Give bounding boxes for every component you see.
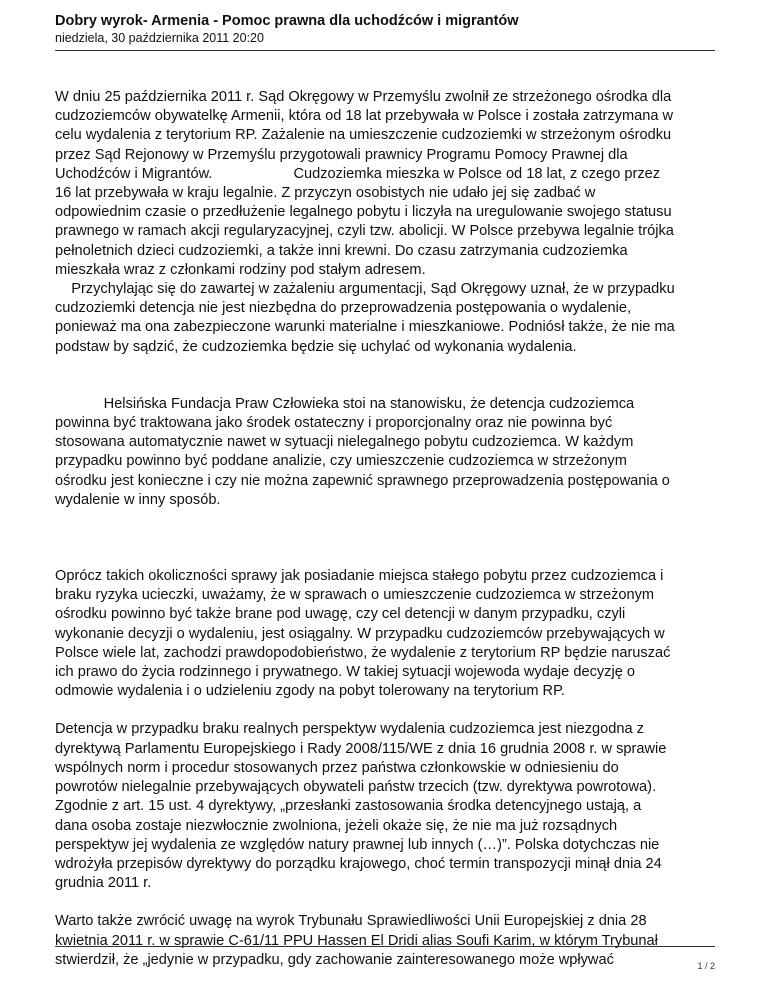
text-line: przypadku powinno być poddane analizie, czy umieszczenie cudzoziemca w strzeżonym <box>55 453 627 470</box>
text-line: odpowiednim czasie o przedłużenie legalnego pobytu i liczyła na uregulowanie swojego statusu <box>55 204 672 221</box>
text-line: ponieważ ma ona zabezpieczone warunki materialne i mieszkaniowe. Podniósł także, że nie ma <box>55 319 675 336</box>
paragraph-2 <box>55 395 715 510</box>
text-line: wdrożyła przepisów dyrektywy do porządku krajowego, choć termin transpozycji minął dnia 24 <box>55 855 662 872</box>
article-body <box>55 88 715 970</box>
text-line: powrotów nielegalnie przebywających obywateli państw trzecich (tzw. dyrektywa powrotowa). <box>55 779 657 796</box>
header-divider <box>55 50 715 51</box>
paragraph-4 <box>55 720 715 893</box>
text-line: 16 lat przebywała w kraju legalnie. Z przyczyn osobistych nie udało jej się zadbać w <box>55 185 596 202</box>
page-header <box>55 12 715 46</box>
document-date: niedziela, 30 października 2011 20:20 <box>55 31 264 45</box>
text-line: wydalenie w inny sposób. <box>55 491 221 508</box>
text-line: odmowie wydalenia i o udzieleniu zgody na pobyt tolerowany na terytorium RP. <box>55 683 565 700</box>
text-line: mieszkała wraz z członkami rodziny pod stałym adresem. <box>55 261 426 278</box>
text-line: perspektyw jej wydalenia ze względów natury prawnej lub innych (…)”. Polska dotychczas nie <box>55 836 660 853</box>
text-line: cudzoziemki detencja nie jest niezbędna do przeprowadzenia postępowania o wydalenie, <box>55 300 632 317</box>
text-line: Polsce wiele lat, zachodzi prawdopodobieństwo, że wydalenie z terytorium RP będzie naruszać <box>55 644 671 661</box>
text-line: podstaw by sądzić, że cudzoziemka będzie się uchylać od wykonania wydalenia. <box>55 338 577 355</box>
page-number: 1 / 2 <box>697 961 715 971</box>
text-line: Warto także zwrócić uwagę na wyrok Trybunału Sprawiedliwości Unii Europejskiej z dnia 28 <box>55 913 647 930</box>
text-line: Detencja w przypadku braku realnych perspektyw wydalenia cudzoziemca jest niezgodna z <box>55 721 644 738</box>
text-line: wykonanie decyzji o wydaleniu, jest osiągalny. W przypadku cudzoziemców przebywających w <box>55 625 665 642</box>
paragraph-3 <box>55 567 715 701</box>
text-line: powinna być traktowana jako środek ostateczny i proporcjonalny oraz nie powinna być <box>55 415 613 432</box>
text-line: ich prawo do życia rodzinnego i prywatnego. W takiej sytuacji wojewoda wydaje decyzję o <box>55 664 635 681</box>
text-line: W dniu 25 października 2011 r. Sąd Okręgowy w Przemyślu zwolnił ze strzeżonego ośrodka dla <box>55 89 672 105</box>
text-line: kwietnia 2011 r. w sprawie C-61/11 PPU Hassen El Dridi alias Soufi Karim, w którym Trybunał <box>55 932 658 949</box>
text-line: pełnoletnich dzieci cudzoziemki, a także inni krewni. Do czasu zatrzymania cudzoziemka <box>55 242 628 259</box>
paragraph-1 <box>55 88 715 357</box>
text-line: stosowana automatycznie nawet w sytuacji nielegalnego pobytu cudzoziemca. W każdym <box>55 434 634 451</box>
text-line: Przychylając się do zawartej w zażaleniu argumentacji, Sąd Okręgowy uznał, że w przypadku <box>55 281 675 298</box>
text-line: Oprócz takich okoliczności sprawy jak posiadanie miejsca stałego pobytu przez cudzoziemca i <box>55 568 664 585</box>
text-line: ośrodku powinno być także brane pod uwagę, czy cel detencji w danym przypadku, czyli <box>55 606 626 623</box>
text-line: dana osoba zostaje niezwłocznie zwolniona, jeżeli okaże się, że nie ma już rozsądnych <box>55 817 618 834</box>
paragraph-5 <box>55 912 715 970</box>
document-title: Dobry wyrok- Armenia - Pomoc prawna dla uchodźców i migrantów <box>55 13 519 29</box>
text-line: wspólnych norm i procedur stosowanych przez państwa członkowskie w odniesieniu do <box>55 759 619 776</box>
text-line: braku ryzyka ucieczki, uważamy, że w sprawach o umieszczenie cudzoziemca w strzeżonym <box>55 587 655 604</box>
text-line: dyrektywą Parlamentu Europejskiego i Rady 2008/115/WE z dnia 16 grudnia 2008 r. w sprawie <box>55 740 667 757</box>
text-line: Uchodźców i Migrantów. Cudzoziemka mieszka w Polsce od 18 lat, z czego przez <box>55 165 661 182</box>
text-line: cudzoziemców obywatelkę Armenii, która od 18 lat przebywała w Polsce i została zatrzymana w <box>55 108 674 125</box>
text-line: grudnia 2011 r. <box>55 875 152 892</box>
text-line: przez Sąd Rejonowy w Przemyślu przygotowali prawnicy Programu Pomocy Prawnej dla <box>55 146 628 163</box>
text-line: ośrodku jest konieczne i czy nie można zapewnić sprawnego przeprowadzenia postępowania o <box>55 472 670 489</box>
text-line: prawnego w ramach akcji regularyzacyjnej, czyli tzw. abolicji. W Polsce przebywa legalnie trójka <box>55 223 674 240</box>
text-line: stwierdził, że „jedynie w przypadku, gdy zachowanie zainteresowanego może wpływać <box>55 951 614 968</box>
text-line: Zgodnie z art. 15 ust. 4 dyrektywy, „przesłanki zastosowania środka detencyjnego ustają, a <box>55 798 642 815</box>
text-line: Helsińska Fundacja Praw Człowieka stoi na stanowisku, że detencja cudzoziemca <box>55 395 635 412</box>
text-line: celu wydalenia z terytorium RP. Zażalenie na umieszczenie cudzoziemki w strzeżonym ośrodku <box>55 127 672 144</box>
footer-divider <box>55 946 715 947</box>
